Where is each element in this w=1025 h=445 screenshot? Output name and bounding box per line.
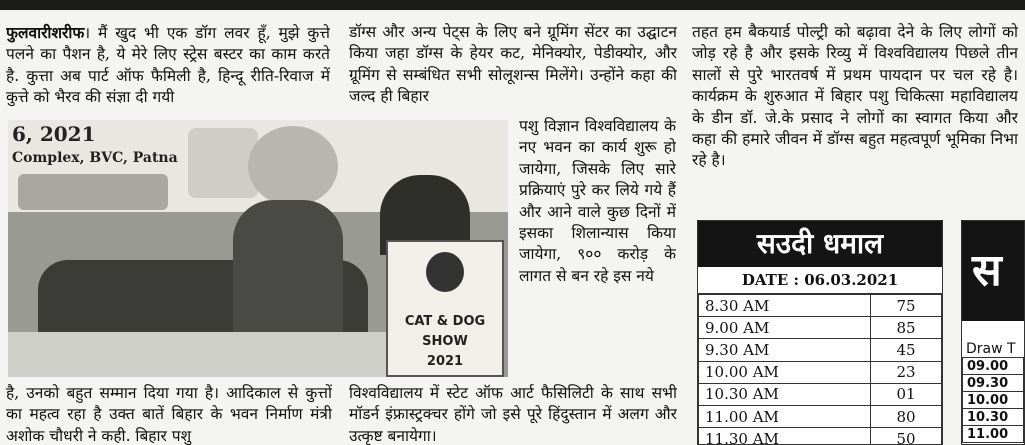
- draw-time: 10.30: [963, 409, 1024, 426]
- podium-text: CAT & DOG: [404, 314, 486, 329]
- draw-number: 85: [871, 317, 942, 339]
- article-text: तहत हम बैकयार्ड पोल्ट्री को बढ़ावा देने के लिए लोगों को जोड़ रहे है और इसके रिव्यु में विश्वविद्यालय पिछले तीन सालों से पुरे भारतवर्ष में प्रथम पायदान पर चल रहे है। कार्यक्रम के शुरुआत में बिहार पशु चिकित्सा महाविद्यालय के डीन डॉ. जे.के प्रसाद ने लोगों का स्वागत किया और कहा की हमारे जीवन में डॉग्स बहुत महत्वपूर्ण भूमिका निभा रहे है।: [692, 23, 1018, 170]
- draw-time: 11.30 AM: [699, 428, 871, 445]
- event-photo: [8, 120, 508, 377]
- table-row: [699, 383, 942, 405]
- lottery-date: DATE : 06.03.2021: [698, 267, 942, 294]
- cat-picture-icon: [18, 174, 168, 210]
- article-text: विश्वविद्यालय में स्टेट ऑफ आर्ट फैसिलिटी के साथ सभी मॉडर्न इंफ्रास्ट्रक्चर होंगे जो इसे पूरे हिंदुस्तान में अलग और उत्कृष्ट बनायेगा।: [349, 384, 677, 445]
- article-text: । मैं खुद भी एक डॉग लवर हूँ, मुझे कुत्ते पलने का पैशन है, ये मेरे लिए स्ट्रेस बस्टर का काम करते है. कुत्ता अब पार्ट ऑफ फैमिली है, हिन्दू रीति-रिवाज में कुत्ते को भैरव की संज्ञा दी गयी: [6, 24, 330, 107]
- lottery-table: [962, 357, 1024, 443]
- draw-number: 45: [871, 339, 942, 361]
- article-text: है, उनको बहुत सम्मान दिया गया है। आदिकाल से कुत्तों का महत्व रहा है उक्त बातें बिहार के भवन निर्माण मंत्री अशोक चौधरी ने कही. बिहार पशु: [6, 384, 332, 445]
- lottery-title: स: [962, 221, 1024, 321]
- table-row: [699, 317, 942, 339]
- draw-time: 09.30: [963, 375, 1024, 392]
- banner-text-venue: Complex, BVC, Patna: [12, 150, 178, 166]
- flower-decoration: [8, 332, 386, 377]
- cat-picture-icon: [248, 126, 338, 206]
- lottery-title: सउदी धमाल: [698, 221, 942, 267]
- podium: [386, 240, 504, 377]
- article-column-1-top: [6, 22, 330, 114]
- table-row: [699, 295, 942, 317]
- draw-number: 80: [871, 405, 942, 427]
- draw-number: 23: [871, 361, 942, 383]
- draw-time: 11.00 AM: [699, 405, 871, 427]
- draw-time: 9.00 AM: [699, 317, 871, 339]
- podium-text: 2021: [426, 354, 464, 369]
- table-row: [699, 361, 942, 383]
- top-header-band: [0, 0, 1025, 10]
- podium-text: SHOW: [422, 334, 468, 349]
- table-row: [699, 428, 942, 445]
- table-row: [699, 339, 942, 361]
- draw-time: 9.30 AM: [699, 339, 871, 361]
- draw-time: 11.00: [963, 426, 1024, 443]
- lottery-table: [698, 294, 942, 445]
- draw-time: 10.00: [963, 392, 1024, 409]
- draw-number: 01: [871, 383, 942, 405]
- draw-number: 50: [871, 428, 942, 445]
- article-text: डॉग्स और अन्य पेट्स के लिए बने ग्रूमिंग सेंटर का उद्घाटन किया जहा डॉग्स के हेयर कट, मेनिक्योर, पेडीक्योर, और ग्रूमिंग से सम्बंधित सभी सोलूशन्स मिलेंगे। उन्होंने कहा की जल्द ही बिहार: [349, 23, 677, 106]
- table-row: [699, 405, 942, 427]
- article-column-3: [692, 22, 1018, 218]
- article-text: पशु विज्ञान विश्वविद्यालय के नए भवन का कार्य शुरू हो जायेगा, जिसके लिए सारे प्रक्रियाएं पुरे कर लिये गये हैं और आने वाले कुछ दिनों में इसका शिलान्यास किया जायेगा, ९०० करोड़ के लागत से बन रहे इस नये: [519, 117, 676, 285]
- lottery-result-box-2: [961, 220, 1025, 445]
- draw-time: 10.30 AM: [699, 383, 871, 405]
- standing-person: [233, 200, 343, 335]
- table-row: [963, 358, 1024, 375]
- table-row: [963, 392, 1024, 409]
- draw-time-label: Draw T: [966, 341, 1016, 357]
- university-logo-icon: [426, 252, 464, 292]
- banner-text-date: 6, 2021: [12, 122, 96, 146]
- draw-number: 75: [871, 295, 942, 317]
- draw-time: 8.30 AM: [699, 295, 871, 317]
- table-row: [963, 409, 1024, 426]
- draw-time: 10.00 AM: [699, 361, 871, 383]
- article-column-1-bottom: [6, 383, 332, 445]
- draw-time: 09.00: [963, 358, 1024, 375]
- article-column-2-bottom: [349, 383, 677, 445]
- table-row: [963, 426, 1024, 443]
- table-row: [963, 375, 1024, 392]
- article-column-2-wrap: [519, 116, 676, 378]
- article-dateline: फुलवारीशरीफ: [6, 23, 85, 42]
- lottery-result-box: [697, 220, 943, 445]
- article-column-2-top: [349, 22, 677, 114]
